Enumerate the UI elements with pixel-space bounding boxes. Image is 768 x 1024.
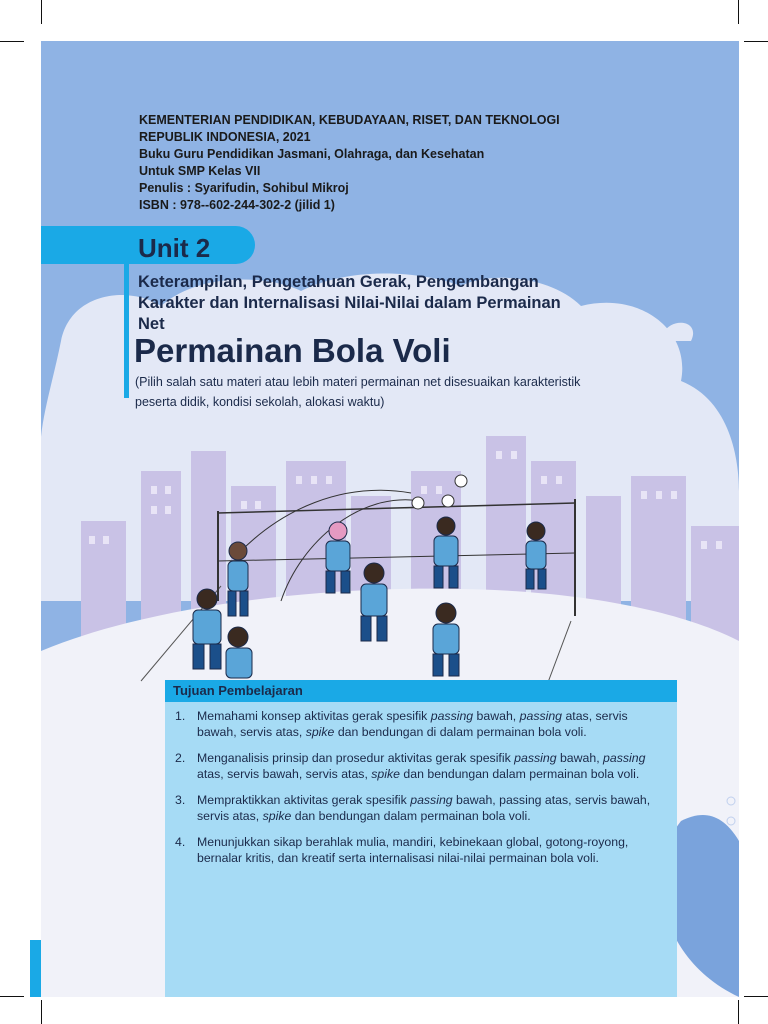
objective-text: bawah, passing atas, servis bawah, servis atas, xyxy=(197,793,651,823)
objective-number: 2. xyxy=(175,751,186,765)
publisher-line: KEMENTERIAN PENDIDIKAN, KEBUDAYAAN, RISET, DAN TEKNOLOGI xyxy=(139,113,560,127)
publisher-info xyxy=(139,112,619,214)
side-accent-strip xyxy=(30,940,41,997)
objective-text: atas, servis bawah, servis atas, xyxy=(197,709,628,739)
crop-mark xyxy=(41,0,42,24)
objective-term: passing xyxy=(430,709,474,723)
page-title: Permainan Bola Voli xyxy=(134,332,451,369)
unit-note: (Pilih salah satu materi atau lebih materi permainan net disesuaikan karakteristik peserta didik, kondisi sekolah, alokasi waktu) xyxy=(135,375,581,409)
objective-text: dan bendungan di dalam permainan bola voli. xyxy=(334,725,587,739)
objective-text: Mempraktikkan aktivitas gerak spesifik xyxy=(197,793,411,807)
crop-mark xyxy=(738,0,739,24)
objectives-list xyxy=(173,708,665,876)
crop-mark xyxy=(41,1000,42,1024)
objective-text: dan bendungan dalam permainan bola voli. xyxy=(400,767,640,781)
crop-mark xyxy=(744,996,768,997)
crop-mark xyxy=(0,996,24,997)
objective-number: 4. xyxy=(175,835,186,849)
objective-item xyxy=(173,750,665,782)
isbn-line: ISBN : 978--602-244-302-2 (jilid 1) xyxy=(139,198,335,212)
author-line: Penulis : Syarifudin, Sohibul Mikroj xyxy=(139,181,349,195)
unit-label: Unit 2 xyxy=(138,233,211,263)
objective-text: Menunjukkan sikap berahlak mulia, mandiri, kebinekaan global, gotong-royong, bernalar kritis, dan kreatif serta internalisasi nilai-nilai permainan bola voli. xyxy=(197,835,629,865)
objective-item xyxy=(173,708,665,740)
learning-objectives-title: Tujuan Pembelajaran xyxy=(173,683,303,698)
crop-mark xyxy=(744,41,768,42)
objective-term: spike xyxy=(305,725,335,739)
ball xyxy=(412,497,424,509)
objective-term: passing xyxy=(410,793,453,807)
objective-item xyxy=(173,792,665,824)
objective-term: passing xyxy=(514,751,557,765)
objective-text: bawah, xyxy=(473,709,520,723)
objective-term: spike xyxy=(262,809,292,823)
objective-text: dan bendungan dalam permainan bola voli. xyxy=(291,809,531,823)
learning-objectives-header xyxy=(165,680,677,702)
grade-line: Untuk SMP Kelas VII xyxy=(139,164,261,178)
ball xyxy=(455,475,467,487)
ball xyxy=(442,495,454,507)
objective-number: 1. xyxy=(175,709,186,723)
objective-number: 3. xyxy=(175,793,186,807)
unit-subtitle: Keterampilan, Pengetahuan Gerak, Pengembangan Karakter dan Internalisasi Nilai-Nilai dalam Permainan Net xyxy=(138,273,561,333)
objective-item xyxy=(173,834,665,866)
objective-text: atas, servis bawah, servis atas, xyxy=(197,767,372,781)
crop-mark xyxy=(0,41,24,42)
objective-term: passing xyxy=(519,709,563,723)
publisher-line: REPUBLIK INDONESIA, 2021 xyxy=(139,130,311,144)
unit-accent-bar xyxy=(124,264,129,398)
player xyxy=(226,627,252,678)
objective-text: Menganalisis prinsip dan prosedur aktivitas gerak spesifik xyxy=(197,751,515,765)
objective-text: bawah, xyxy=(556,751,604,765)
objective-term: spike xyxy=(371,767,400,781)
book-title-line: Buku Guru Pendidikan Jasmani, Olahraga, dan Kesehatan xyxy=(139,147,485,161)
crop-mark xyxy=(738,1000,739,1024)
objective-text: Memahami konsep aktivitas gerak spesifik xyxy=(197,709,431,723)
objective-term: passing xyxy=(603,751,646,765)
learning-objectives-box xyxy=(165,680,677,997)
